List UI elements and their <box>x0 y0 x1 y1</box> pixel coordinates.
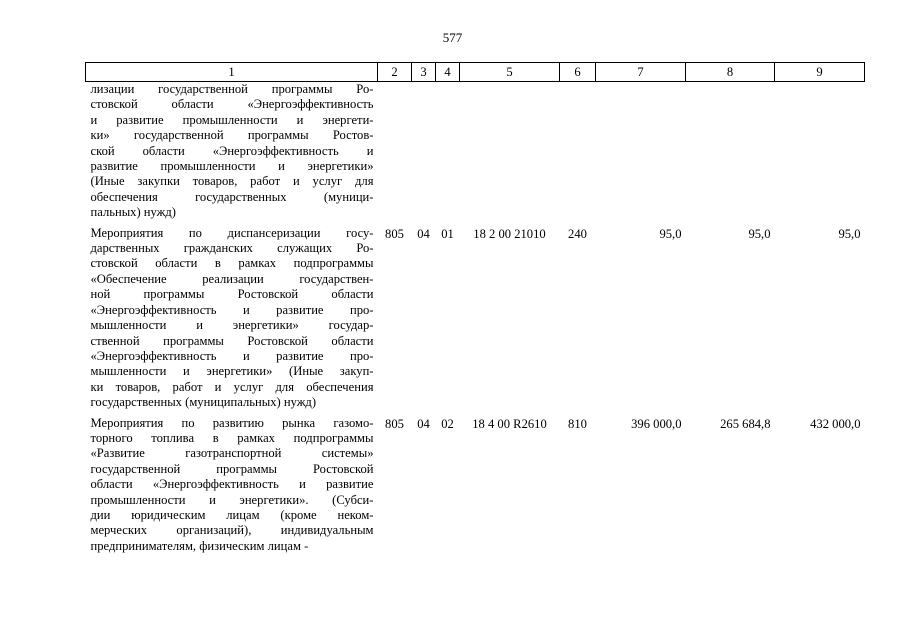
table-cell <box>412 82 436 226</box>
table-cell: 95,0 <box>748 226 771 241</box>
table-cell: 240 <box>568 226 587 241</box>
column-header: 8 <box>686 63 775 82</box>
table-cell: 805 <box>385 226 404 241</box>
table-cell <box>775 82 865 226</box>
table-cell: 810 <box>568 416 587 431</box>
table-cell: 396 000,0 <box>631 416 682 431</box>
table-cell: 265 684,8 <box>720 416 771 431</box>
description-line: Мероприятия по развитию рынка газомо- <box>90 415 374 430</box>
table-cell: 18 2 00 21010 <box>473 226 546 241</box>
description-line: развитие промышленности и энергетики» <box>90 159 374 174</box>
table-header-row <box>86 63 865 82</box>
budget-table <box>85 62 865 559</box>
description-line: государственной программы Ростовской <box>90 461 374 476</box>
description-line: (Иные закупки товаров, работ и услуг для <box>90 174 374 189</box>
description-line: дарственных гражданских служащих Ро- <box>90 241 374 256</box>
description-line: ки» государственной программы Ростов- <box>90 128 374 143</box>
description-line: торного топлива в рамках подпрограммы <box>90 430 374 445</box>
table-cell: 01 <box>441 226 454 241</box>
column-header: 4 <box>436 63 460 82</box>
column-header: 3 <box>412 63 436 82</box>
table-cell: 805 <box>385 416 404 431</box>
column-header: 1 <box>86 63 378 82</box>
row-description <box>86 416 378 560</box>
description-line: пальных) нужд) <box>90 205 176 220</box>
description-line: ской области «Энергоэффективность и <box>90 143 374 158</box>
description-line: мышленности и энергетики» государ- <box>90 318 374 333</box>
description-line: обеспечения государственных (муници- <box>90 189 374 204</box>
page-number: 577 <box>442 30 463 45</box>
description-line: предпринимателям, физическим лицам - <box>90 538 309 553</box>
table-row <box>86 82 865 226</box>
description-line: и развитие промышленности и энергети- <box>90 112 374 127</box>
column-header: 7 <box>596 63 686 82</box>
description-line: стовской области «Энергоэффективность <box>90 97 374 112</box>
table-cell: 95,0 <box>838 226 861 241</box>
description-line: Мероприятия по диспансеризации госу- <box>90 225 374 240</box>
table-cell: 95,0 <box>659 226 682 241</box>
description-line: ки товаров, работ и услуг для обеспечения <box>90 379 374 394</box>
table-cell <box>436 82 460 226</box>
description-line: области «Энергоэффективность и развитие <box>90 477 374 492</box>
table-row <box>86 226 865 416</box>
description-line: мышленности и энергетики» (Иные закуп- <box>90 364 374 379</box>
column-header: 5 <box>460 63 560 82</box>
description-line: ной программы Ростовской области <box>90 287 374 302</box>
table-cell <box>560 82 596 226</box>
table-cell: 02 <box>441 416 454 431</box>
table-row <box>86 416 865 560</box>
column-header: 6 <box>560 63 596 82</box>
description-line: «Обеспечение реализации государствен- <box>90 271 374 286</box>
row-description <box>86 226 378 416</box>
table-body <box>86 82 865 560</box>
description-line: «Развитие газотранспортной системы» <box>90 446 374 461</box>
table-cell: 18 4 00 R2610 <box>472 416 547 431</box>
table-cell <box>596 82 686 226</box>
table-cell: 432 000,0 <box>810 416 861 431</box>
description-line: дии юридическим лицам (кроме неком- <box>90 507 374 522</box>
table-cell <box>460 82 560 226</box>
description-line: мерческих организаций), индивидуальным <box>90 523 374 538</box>
description-line: ственной программы Ростовской области <box>90 333 374 348</box>
description-line: лизации государственной программы Ро- <box>90 82 374 96</box>
description-line: «Энергоэффективность и развитие про- <box>90 348 374 363</box>
description-line: «Энергоэффективность и развитие про- <box>90 302 374 317</box>
description-line: государственных (муниципальных) нужд) <box>90 395 317 410</box>
table-cell: 04 <box>417 226 430 241</box>
table-cell <box>686 82 775 226</box>
table-cell <box>378 82 412 226</box>
column-header: 9 <box>775 63 865 82</box>
table-cell: 04 <box>417 416 430 431</box>
description-line: промышленности и энергетики». (Субси- <box>90 492 374 507</box>
row-description <box>86 82 378 226</box>
column-header: 2 <box>378 63 412 82</box>
description-line: стовской области в рамках подпрограммы <box>90 256 374 271</box>
